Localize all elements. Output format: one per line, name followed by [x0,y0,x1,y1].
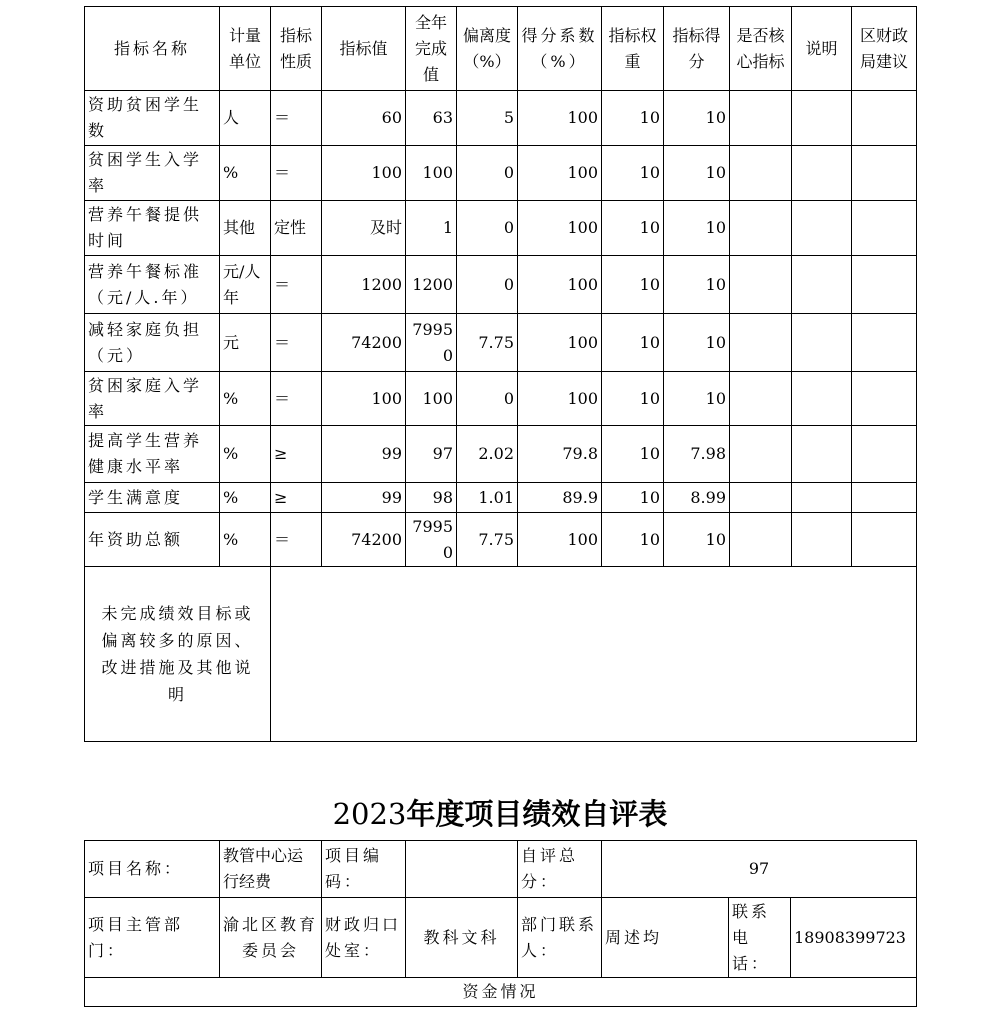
contact-label: 部门联系人： [518,898,602,978]
table-row: 年资助总额 % ＝ 74200 79950 7.75 100 10 10 [85,513,917,567]
form-row-dept [85,898,917,978]
finance-office-value: 教科文科 [406,898,518,978]
header-score: 指标得分 [664,7,730,91]
phone-label: 联系电话： [729,898,791,978]
page-title [0,790,1000,838]
table-row: 营养午餐提供时间 其他 定性 及时 1 0 100 10 10 [85,201,917,256]
header-advice: 区财政局建议 [852,7,917,91]
table-row: 提高学生营养健康水平率 % ≥ 99 97 2.02 79.8 10 7.98 [85,426,917,483]
table-row: 贫困学生入学率 % ＝ 100 100 0 100 10 10 [85,146,917,201]
explanation-value [271,567,917,742]
project-code-label: 项目编码： [322,841,406,898]
header-nature: 指标性质 [271,7,322,91]
finance-office-label: 财政归口处室： [322,898,406,978]
form-row-funds [85,978,917,1007]
phone-value: 18908399723 [791,898,917,978]
table-row: 学生满意度 % ≥ 99 98 1.01 89.9 10 8.99 [85,483,917,513]
header-name: 指标名称 [85,7,220,91]
header-row [85,7,917,91]
explanation-row [85,567,917,742]
form-row-project [85,841,917,898]
header-actual: 全年完成值 [406,7,457,91]
self-eval-form [84,840,917,1007]
dept-label: 项目主管部门： [85,898,220,978]
self-score-label: 自评总分： [518,841,602,898]
self-score-value: 97 [602,841,917,898]
project-name-label: 项目名称： [85,841,220,898]
explanation-label: 未完成绩效目标或偏离较多的原因、改进措施及其他说明 [85,567,271,742]
header-unit: 计量单位 [220,7,271,91]
funds-label: 资金情况 [85,978,917,1007]
table-row: 减轻家庭负担（元） 元 ＝ 74200 79950 7.75 100 10 10 [85,314,917,372]
header-core: 是否核心指标 [730,7,792,91]
title-year: 2023 [332,797,407,831]
project-name-value: 教管中心运行经费 [220,841,322,898]
header-remark: 说明 [792,7,852,91]
contact-value: 周述均 [602,898,729,978]
title-text: 年度项目绩效自评表 [406,797,668,831]
table-row: 营养午餐标准（元/人.年） 元/人年 ＝ 1200 1200 0 100 10 10 [85,256,917,314]
header-weight: 指标权重 [602,7,664,91]
header-coef: 得分系数（%） [518,7,602,91]
table-row: 贫困家庭入学率 % ＝ 100 100 0 100 10 10 [85,372,917,426]
indicator-table [84,6,917,742]
dept-value: 渝北区教育委员会 [220,898,322,978]
header-target: 指标值 [322,7,406,91]
table-row: 资助贫困学生数 人 ＝ 60 63 5 100 10 10 [85,91,917,146]
project-code-value [406,841,518,898]
header-deviation: 偏离度（%） [457,7,518,91]
